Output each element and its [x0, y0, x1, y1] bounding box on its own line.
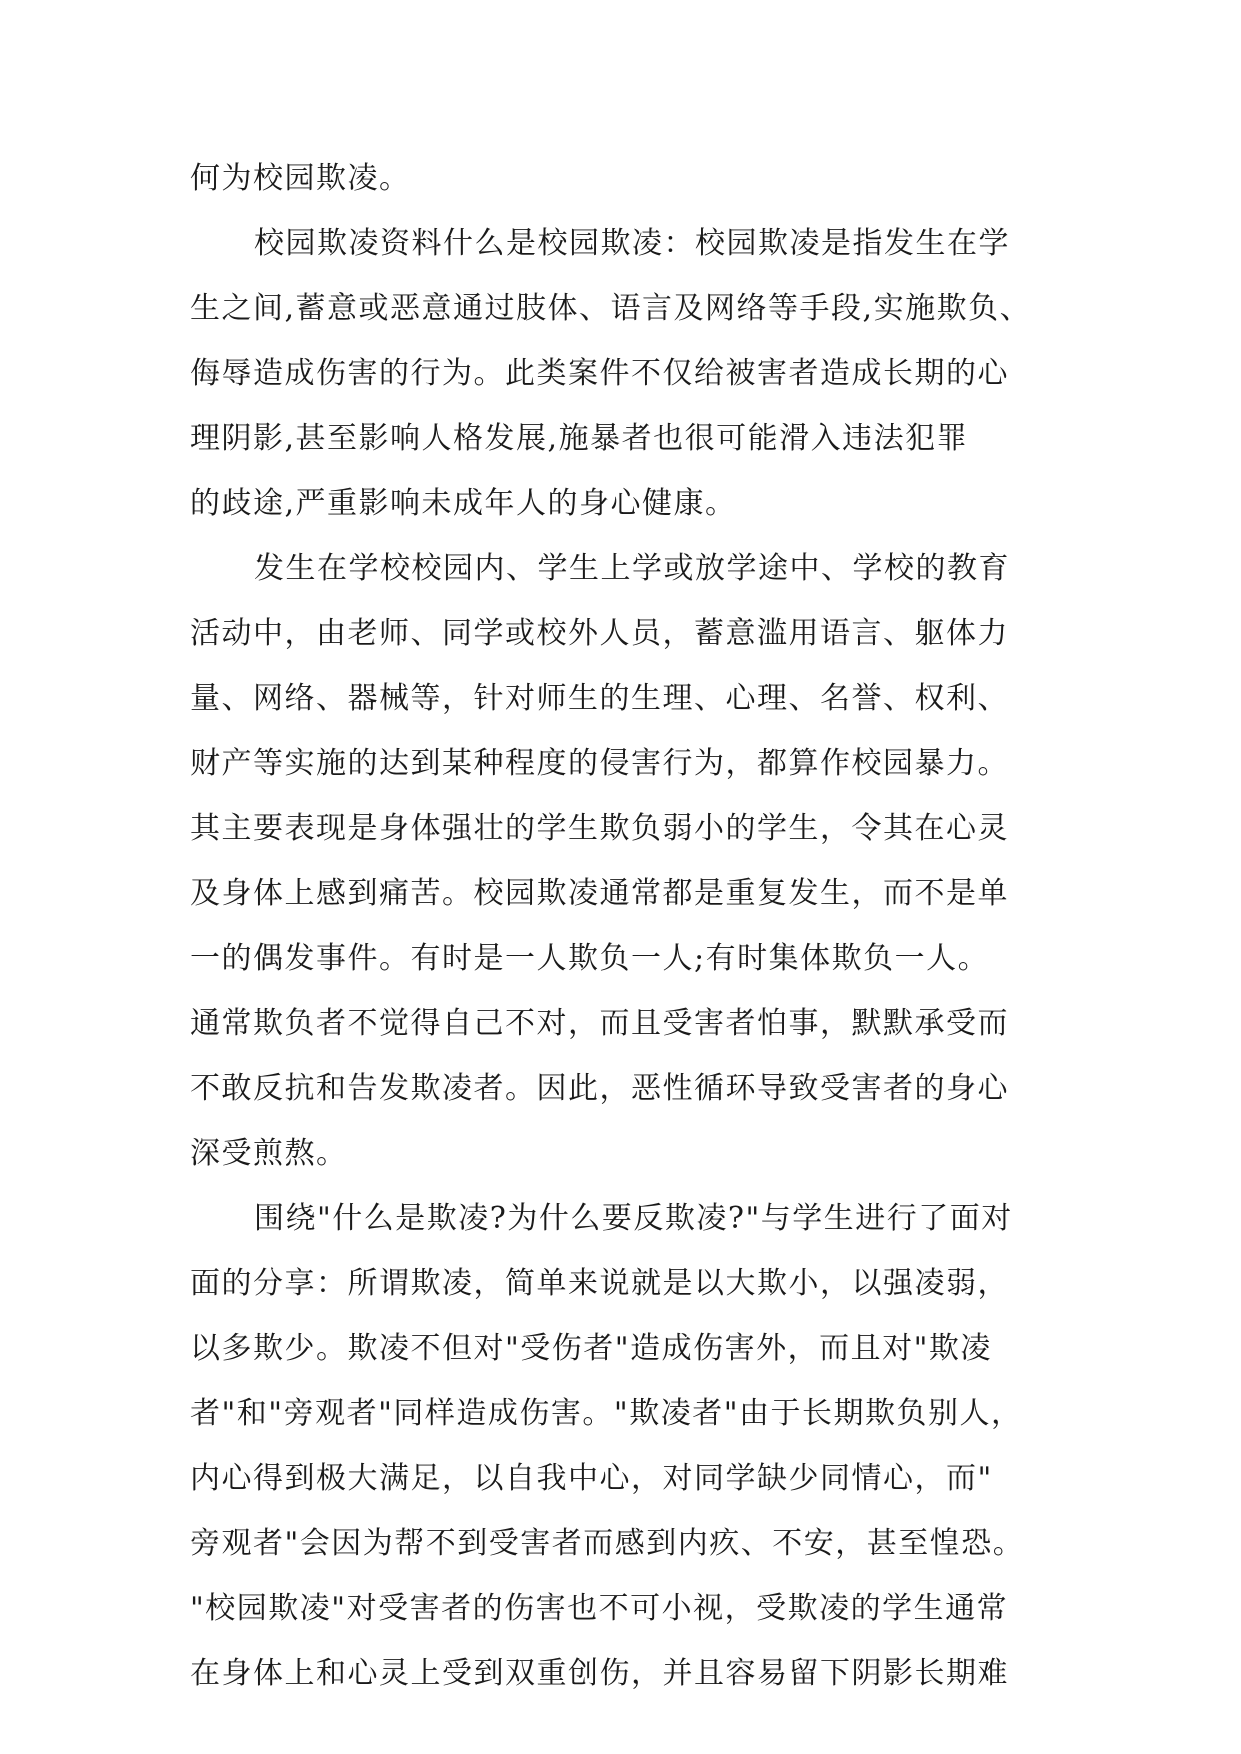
- paragraph-first-line: 发生在学校校园内、学生上学或放学途中、学校的教育: [254, 551, 1010, 586]
- paragraph-first-line: 校园欺凌资料什么是校园欺凌：校园欺凌是指发生在学: [254, 226, 1010, 261]
- text-line: 通常欺负者不觉得自己不对，而且受害者怕事，默默承受而: [190, 1006, 1009, 1041]
- text-line: 理阴影,甚至影响人格发展,施暴者也很可能滑入违法犯罪: [190, 421, 969, 456]
- text-line: 旁观者"会因为帮不到受害者而感到内疚、不安，甚至惶恐。: [190, 1526, 1025, 1561]
- text-line: 在身体上和心灵上受到双重创伤，并且容易留下阴影长期难: [190, 1656, 1009, 1691]
- body-text: [190, 158, 1090, 1718]
- text-line: 深受煎熬。: [190, 1136, 348, 1171]
- text-line: 何为校园欺凌。: [190, 161, 411, 196]
- text-line: 一的偶发事件。有时是一人欺负一人;有时集体欺负一人。: [190, 941, 990, 976]
- text-line: 的歧途,严重影响未成年人的身心健康。: [190, 486, 737, 521]
- text-line: 生之间,蓄意或恶意通过肢体、语言及网络等手段,实施欺负、: [190, 291, 1032, 326]
- text-line: 活动中，由老师、同学或校外人员，蓄意滥用语言、躯体力: [190, 616, 1009, 651]
- text-line: 其主要表现是身体强壮的学生欺负弱小的学生，令其在心灵: [190, 811, 1009, 846]
- text-line: 以多欺少。欺凌不但对"受伤者"造成伤害外，而且对"欺凌: [190, 1331, 992, 1366]
- text-line: 内心得到极大满足，以自我中心，对同学缺少同情心，而": [190, 1461, 993, 1496]
- text-line: "校园欺凌"对受害者的伤害也不可小视，受欺凌的学生通常: [190, 1591, 1009, 1626]
- text-line: 侮辱造成伤害的行为。此类案件不仅给被害者造成长期的心: [190, 356, 1009, 391]
- text-line: 者"和"旁观者"同样造成伤害。"欺凌者"由于长期欺负别人，: [190, 1396, 1023, 1431]
- paragraph-first-line: 围绕"什么是欺凌?为什么要反欺凌?"与学生进行了面对: [254, 1201, 1013, 1236]
- text-line: 量、网络、器械等，针对师生的生理、心理、名誉、权利、: [190, 681, 1009, 716]
- text-line: 及身体上感到痛苦。校园欺凌通常都是重复发生，而不是单: [190, 876, 1009, 911]
- text-line: 面的分享：所谓欺凌，简单来说就是以大欺小，以强凌弱，: [190, 1266, 1009, 1301]
- text-line: 财产等实施的达到某种程度的侵害行为，都算作校园暴力。: [190, 746, 1009, 781]
- text-line: 不敢反抗和告发欺凌者。因此，恶性循环导致受害者的身心: [190, 1071, 1009, 1106]
